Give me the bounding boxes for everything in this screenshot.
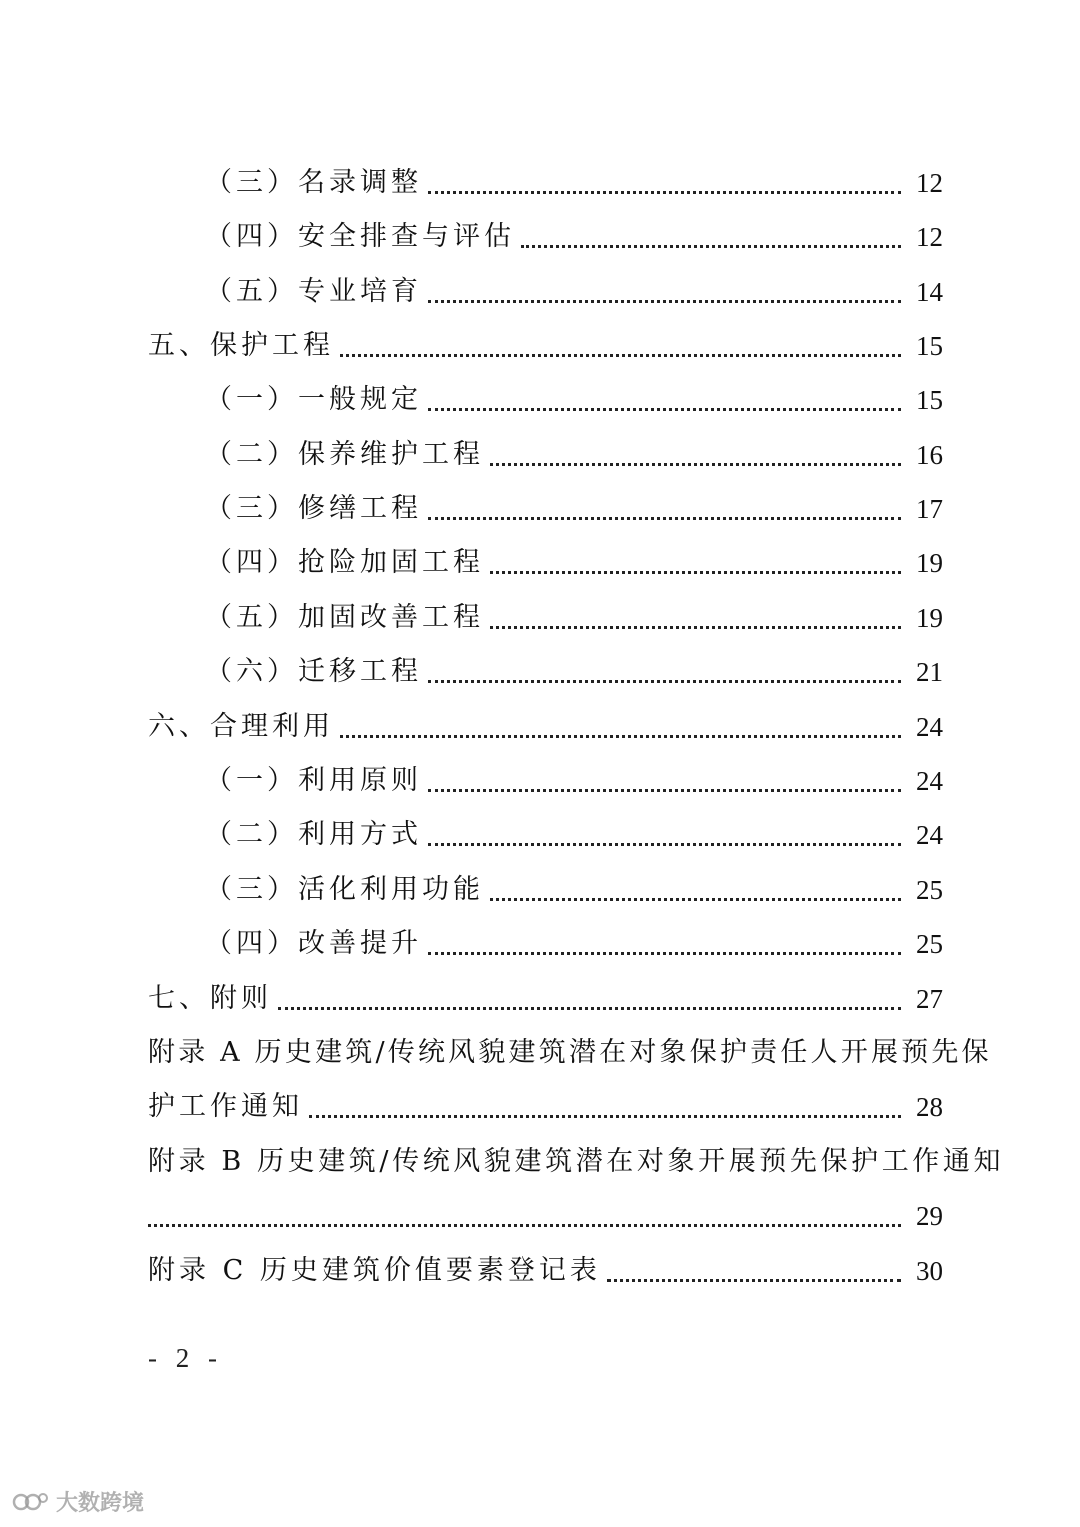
toc-entry[interactable]: [205, 870, 943, 910]
toc-entry-title: （五）专业培育: [205, 276, 422, 307]
toc-entry-title: （三）名录调整: [205, 167, 422, 198]
toc-entry[interactable]: [205, 924, 943, 964]
toc-appendix-b-title-line1: 附录 B 历史建筑/传统风貌建筑潜在对象开展预先保护工作通知: [148, 1146, 1005, 1177]
toc-entry-title: （六）迁移工程: [205, 656, 422, 687]
toc-entry[interactable]: [205, 489, 943, 529]
toc-appendix-c[interactable]: [148, 1251, 943, 1291]
toc-entry-title: （四）安全排查与评估: [205, 221, 515, 252]
toc-appendix-b-line2[interactable]: [148, 1196, 943, 1236]
dot-leader: [340, 354, 901, 357]
toc-entry-page: 12: [916, 168, 943, 198]
toc-entry-page: 19: [916, 548, 943, 578]
toc-entry-title: （一）一般规定: [205, 384, 422, 415]
toc-entry-page: 12: [916, 222, 943, 252]
watermark: [12, 1486, 144, 1517]
toc-section-title: 七、附则: [148, 983, 272, 1014]
dot-leader: [428, 789, 901, 792]
toc-entry-page: 21: [916, 657, 943, 687]
toc-entry-title: （四）抢险加固工程: [205, 547, 484, 578]
dot-leader: [428, 843, 901, 846]
toc-appendix-a-title-line2: 护工作通知: [148, 1091, 303, 1122]
dot-leader: [490, 571, 901, 574]
dot-leader: [428, 680, 901, 683]
toc-entry[interactable]: [205, 380, 943, 420]
toc-section[interactable]: [148, 326, 943, 366]
dot-leader: [428, 191, 901, 194]
toc-section-page: 15: [916, 331, 943, 361]
toc-section-title: 六、合理利用: [148, 711, 334, 742]
toc-entry[interactable]: [205, 815, 943, 855]
toc-section[interactable]: [148, 707, 943, 747]
dot-leader: [340, 735, 901, 738]
toc-entry-page: 19: [916, 603, 943, 633]
toc-entry-title: （三）活化利用功能: [205, 874, 484, 905]
dot-leader: [428, 952, 901, 955]
toc-entry-page: 24: [916, 820, 943, 850]
dot-leader: [607, 1279, 901, 1282]
dot-leader: [428, 408, 901, 411]
watermark-text: 大数跨境: [56, 1491, 145, 1516]
dot-leader: [428, 517, 901, 520]
toc-entry-title: （五）加固改善工程: [205, 602, 484, 633]
dot-leader: [278, 1007, 901, 1010]
toc-entry[interactable]: [205, 272, 943, 312]
toc-entry-title: （二）保养维护工程: [205, 439, 484, 470]
toc-section-page: 27: [916, 984, 943, 1014]
toc-section-title: 五、保护工程: [148, 330, 334, 361]
toc-entry-page: 25: [916, 875, 943, 905]
toc-appendix-b-line1[interactable]: [148, 1142, 1005, 1182]
toc-entry-page: 17: [916, 494, 943, 524]
toc-section[interactable]: [148, 979, 943, 1019]
toc-entry[interactable]: [205, 543, 943, 583]
dot-leader: [490, 626, 901, 629]
dot-leader: [490, 898, 901, 901]
toc-entry-title: （三）修缮工程: [205, 493, 422, 524]
toc-entry-title: （一）利用原则: [205, 765, 422, 796]
toc-appendix-c-page: 30: [916, 1256, 943, 1286]
toc-entry[interactable]: [205, 598, 943, 638]
toc-entry-title: （四）改善提升: [205, 928, 422, 959]
toc-appendix-c-title: 附录 C 历史建筑价值要素登记表: [148, 1255, 601, 1286]
toc-entry-page: 16: [916, 440, 943, 470]
toc-entry-page: 25: [916, 929, 943, 959]
toc-entry[interactable]: [205, 163, 943, 203]
logo-icon: [12, 1489, 50, 1515]
dot-leader: [490, 463, 901, 466]
toc-entry[interactable]: [205, 435, 943, 475]
toc-appendix-a-line1[interactable]: [148, 1033, 992, 1073]
toc-entry-page: 14: [916, 277, 943, 307]
toc-section-page: 24: [916, 712, 943, 742]
toc-entry[interactable]: [205, 761, 943, 801]
toc-entry[interactable]: [205, 217, 943, 257]
toc-appendix-a-page: 28: [916, 1092, 943, 1122]
toc-appendix-a-title-line1: 附录 A 历史建筑/传统风貌建筑潜在对象保护责任人开展预先保: [148, 1037, 992, 1068]
toc-appendix-b-page: 29: [916, 1201, 943, 1231]
dot-leader: [309, 1115, 901, 1118]
dot-leader: [148, 1224, 901, 1227]
toc-appendix-a-line2[interactable]: [148, 1087, 943, 1127]
toc-entry[interactable]: [205, 652, 943, 692]
toc-entry-page: 24: [916, 766, 943, 796]
dot-leader: [428, 300, 901, 303]
dot-leader: [521, 245, 901, 248]
toc-entry-page: 15: [916, 385, 943, 415]
toc-entry-title: （二）利用方式: [205, 819, 422, 850]
page-number: - 2 -: [148, 1343, 223, 1373]
